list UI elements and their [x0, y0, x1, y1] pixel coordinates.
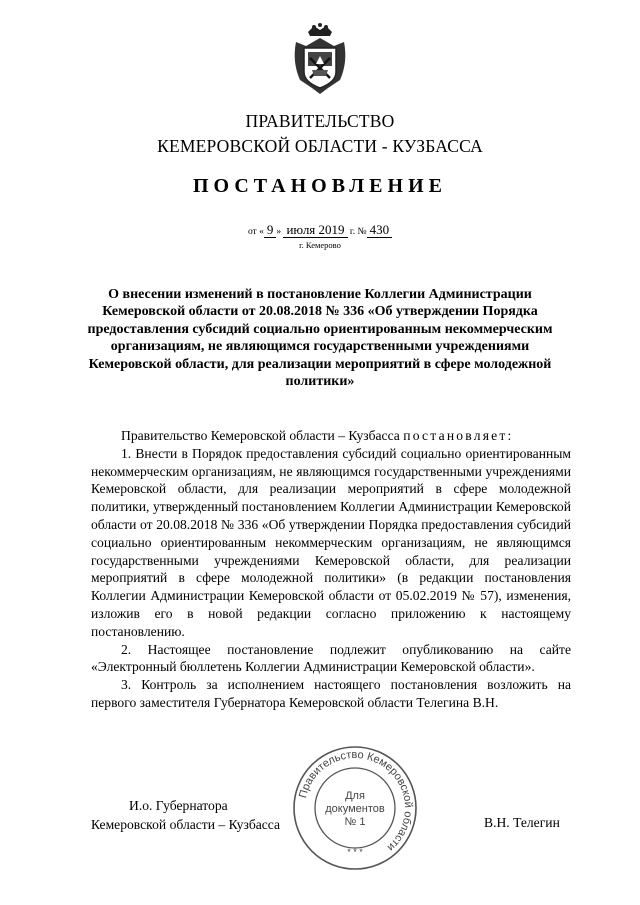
- signatory-position-line1: И.о. Губернатора: [129, 798, 228, 813]
- date-year-suffix: г.: [349, 227, 356, 237]
- stamp-center-line1: Для: [345, 790, 365, 802]
- intro-paragraph: [91, 427, 571, 445]
- coat-of-arms-emblem: [290, 22, 350, 96]
- date-number-line: [0, 223, 640, 239]
- document-title: О внесении изменений в постановление Коллегии Администрации Кемеровской области от 20.08.2018 № 336 «Об утверждении Порядка предоставления субсидий социально ориентированным некоммерческим организациям, не являющимся государственными учреждениями Кемеровской области, для реализации мероприятий в сфере молодежной политики»: [87, 287, 553, 390]
- document-type-heading: ПОСТАНОВЛЕНИЕ: [193, 175, 447, 197]
- intro-prefix: Правительство Кемеровской области – Кузбасса: [121, 428, 400, 443]
- paragraph-2: 2. Настоящее постановление подлежит опубликованию на сайте «Электронный бюллетень Коллегии Администрации Кемеровской области».: [91, 641, 571, 675]
- document-number: 430: [367, 223, 393, 238]
- stamp-ring-text: Правительство Кемеровской области: [297, 748, 415, 854]
- number-sign: №: [357, 227, 367, 237]
- date-close-quote: »: [276, 227, 282, 237]
- stamp-stars: * * *: [347, 847, 363, 857]
- document-body: [91, 427, 571, 712]
- government-name-line2: КЕМЕРОВСКОЙ ОБЛАСТИ - КУЗБАССА: [157, 136, 483, 156]
- date-day: 9: [264, 223, 277, 238]
- stamp-center-line3: № 1: [344, 816, 366, 828]
- signatory-position-line2: Кемеровской области – Кузбасса: [91, 817, 281, 832]
- government-name-line1: ПРАВИТЕЛЬСТВО: [245, 111, 395, 131]
- stamp-center-line2: документов: [325, 803, 385, 815]
- paragraph-1: 1. Внести в Порядок предоставления субсидий социально ориентированным некоммерческим организациям, не являющимся государственными учреждениями Кемеровской области, для реализации мероприятий в сфере молодежной политики, утвержденный постановлением Коллегии Администрации Кемеровской области от 20.08.2018 № 336 «Об утверждении Порядка предоставления субсидий социально ориентированным некоммерческим организациям, не являющимся государственными учреждениями Кемеровской области, для реализации мероприятий в сфере молодежной политики» (в редакции постановления Коллегии Администрации Кемеровской области от 05.02.2019 № 57), изменения, изложив его в новой редакции согласно приложению к настоящему постановлению.: [91, 445, 571, 639]
- city-label: г. Кемерово: [299, 240, 341, 250]
- date-month-year: июля 2019: [283, 223, 347, 238]
- signatory-name: В.Н. Телегин: [484, 815, 560, 830]
- date-from-label: от «: [247, 227, 264, 237]
- intro-action: постановляет:: [403, 428, 514, 443]
- official-stamp: [290, 744, 420, 872]
- paragraph-3: 3. Контроль за исполнением настоящего постановления возложить на первого заместителя Губернатора Кемеровской области Телегина В.Н.: [91, 677, 571, 710]
